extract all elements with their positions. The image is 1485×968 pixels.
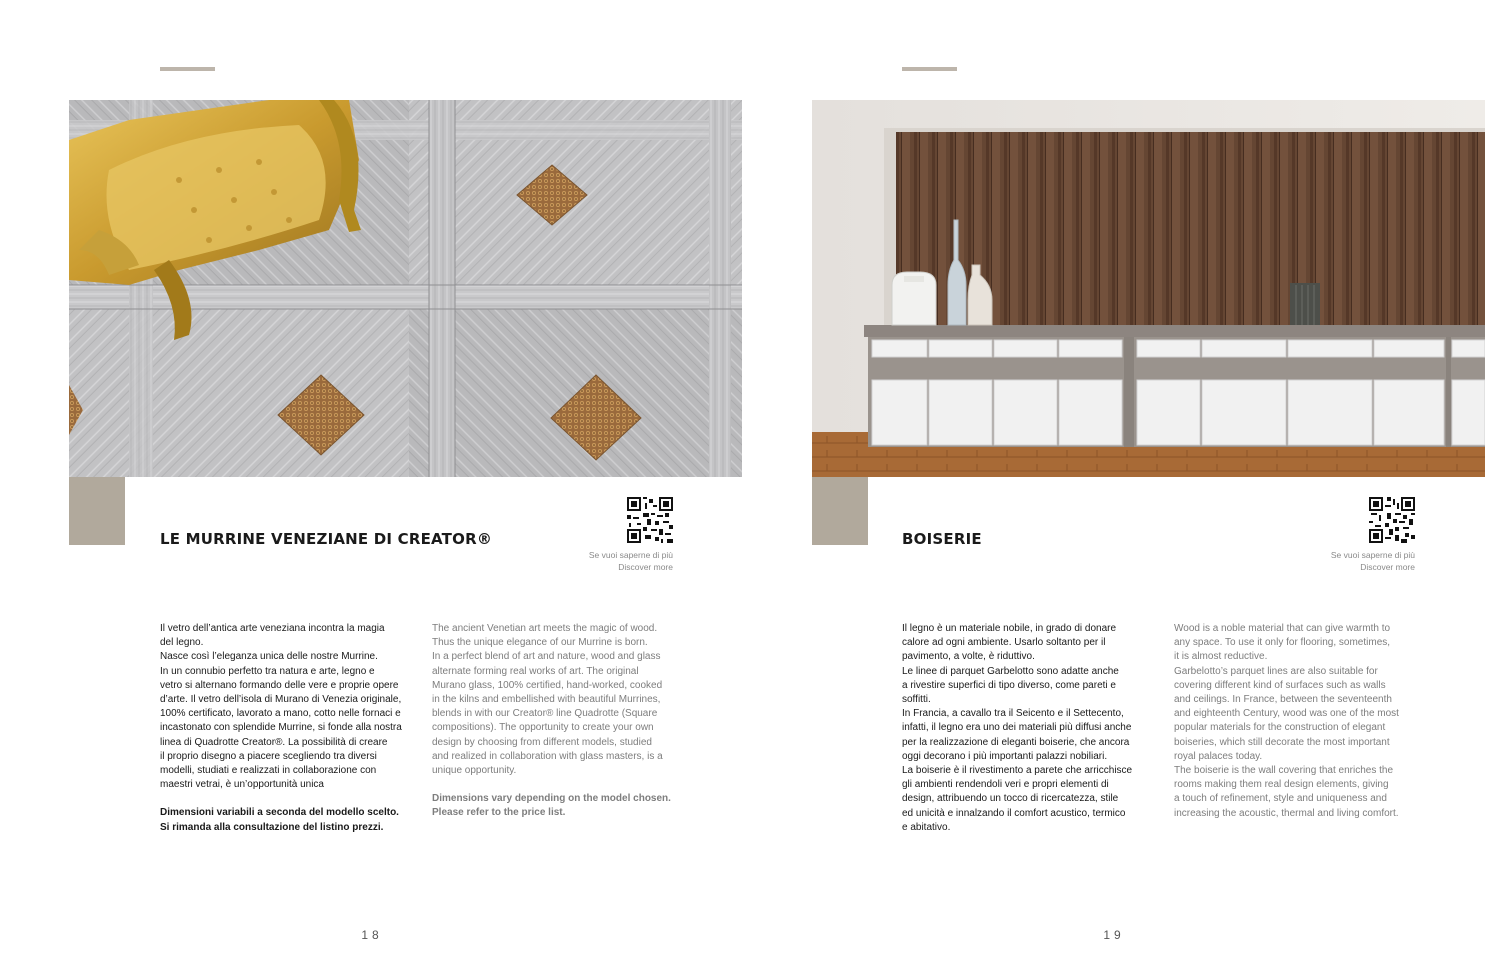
text-line: Garbelotto’s parquet lines are also suitable for (1174, 665, 1378, 677)
note-line: Please refer to the price list. (432, 807, 566, 819)
text-line: maestri vetrai, è un’opportunità unica (160, 779, 324, 791)
parquet-murrine-photo (69, 100, 742, 477)
english-text-column (432, 622, 677, 821)
text-line: il proprio disegno a piacere scegliendo tra diversi (160, 750, 377, 762)
text-line: unique opportunity. (432, 765, 517, 777)
text-line: Le linee di parquet Garbelotto sono adatte anche (902, 665, 1119, 677)
qr-caption-en: Discover more (1360, 562, 1415, 572)
text-line: any space. To use it only for flooring, sometimes, (1174, 637, 1391, 649)
text-line: Wood is a noble material that can give warmth to (1174, 623, 1391, 634)
text-line: d’arte. Il vetro dell’isola di Murano di Venezia originale, (160, 694, 402, 706)
text-line: design, attribuendo un tocco di ricercatezza, stile (902, 793, 1119, 805)
text-line: The boiserie is the wall covering that enriches the (1174, 765, 1394, 777)
text-line: and ceilings. In France, between the seventeenth (1174, 694, 1392, 706)
text-line: incastonato con splendide Murrine, si fonde alla nostra (160, 722, 402, 734)
text-line: The ancient Venetian art meets the magic of wood. (432, 623, 658, 634)
text-line: per la realizzazione di eleganti boiserie, che ancora (902, 736, 1130, 748)
note-line: Si rimanda alla consultazione del listino prezzi. (160, 821, 384, 833)
text-line: del legno. (160, 637, 204, 649)
qr-caption-en: Discover more (618, 562, 673, 572)
page-title: BOISERIE (902, 530, 982, 548)
accent-swatch (69, 477, 125, 545)
text-line: oggi decorano i più importanti palazzi nobiliari. (902, 750, 1108, 762)
text-line: in the kilns and embellished with beautiful Murrines, (432, 694, 661, 706)
text-line: rooms making them real design elements, giving (1174, 779, 1389, 791)
text-line: pavimento, a volte, è riduttivo. (902, 651, 1035, 663)
qr-code-icon[interactable] (1369, 497, 1415, 543)
text-line: Nasce così l’eleganza unica delle nostre Murrine. (160, 651, 378, 663)
text-line: In Francia, a cavallo tra il Seicento e il Settecento, (902, 708, 1124, 720)
qr-caption (1275, 549, 1415, 573)
qr-caption-it: Se vuoi saperne di più (1330, 550, 1415, 560)
text-line: linea di Quadrotte Creator®. La possibilità di creare (160, 736, 388, 748)
text-line: In un connubio perfetto tra natura e arte, legno e (160, 665, 375, 677)
page-left (0, 0, 742, 968)
text-line: it is almost reductive. (1174, 651, 1268, 663)
qr-caption (533, 549, 673, 573)
text-line: covering different kind of surfaces such as walls (1174, 679, 1386, 691)
text-line: infatti, il legno era uno dei materiali più diffusi anche (902, 722, 1132, 734)
text-line: soffitti. (902, 694, 931, 706)
text-line: Thus the unique elegance of our Murrine is born. (432, 637, 648, 649)
top-rule (902, 67, 957, 71)
text-line: increasing the acoustic, thermal and living comfort. (1174, 807, 1399, 819)
text-line: ed unicità e innalzando il comfort acustico, termico (902, 807, 1126, 819)
italian-text-column (160, 622, 405, 835)
qr-caption-it: Se vuoi saperne di più (588, 550, 673, 560)
text-line: 100% certificato, lavorato a mano, cotto nelle fornaci e (160, 708, 401, 720)
text-line: blends in with our Creator® line Quadrotte (Square (432, 708, 658, 720)
text-line: design by choosing from different models, studied (432, 736, 652, 748)
text-line: and realized in collaboration with glass masters, is a (432, 750, 663, 762)
page-number: 19 (1103, 928, 1125, 942)
top-rule (160, 67, 215, 71)
note-line: Dimensioni variabili a seconda del modello scelto. (160, 807, 399, 819)
accent-swatch (812, 477, 868, 545)
text-line: e abitativo. (902, 821, 951, 833)
note-line: Dimensions vary depending on the model chosen. (432, 793, 671, 805)
italian-text-column (902, 622, 1147, 835)
text-line: gli ambienti rendendoli veri e propri elementi di (902, 779, 1109, 791)
english-text-column (1174, 622, 1419, 821)
qr-code-icon[interactable] (627, 497, 673, 543)
text-line: royal palaces today. (1174, 750, 1263, 762)
text-line: a rivestire superfici di tipo diverso, come pareti e (902, 679, 1116, 691)
page-number: 18 (361, 928, 383, 942)
text-line: and eighteenth Century, wood was one of the most (1174, 708, 1399, 720)
text-line: modelli, studiati e realizzati in collaborazione con (160, 765, 377, 777)
text-line: a touch of refinement, style and uniqueness and (1174, 793, 1387, 805)
text-line: vetro si alternano formando delle vere e proprie opere (160, 679, 399, 691)
text-line: alternate forming real works of art. The original (432, 665, 639, 677)
page-title: LE MURRINE VENEZIANE DI CREATOR® (160, 530, 493, 548)
text-line: popular materials for the construction of elegant (1174, 722, 1386, 734)
text-line: compositions). The opportunity to create your own (432, 722, 654, 734)
text-line: Il vetro dell’antica arte veneziana incontra la magia (160, 623, 385, 634)
text-line: calore ad ogni ambiente. Usarlo soltanto per il (902, 637, 1106, 649)
text-line: Murano glass, 100% certified, hand-worked, cooked (432, 679, 663, 691)
text-line: boiseries, which still decorate the most important (1174, 736, 1390, 748)
page-right (742, 0, 1484, 968)
text-line: In a perfect blend of art and nature, wood and glass (432, 651, 661, 663)
text-line: La boiserie è il rivestimento a parete che arricchisce (902, 765, 1133, 777)
text-line: Il legno è un materiale nobile, in grado di donare (902, 623, 1117, 634)
boiserie-photo (812, 100, 1485, 477)
